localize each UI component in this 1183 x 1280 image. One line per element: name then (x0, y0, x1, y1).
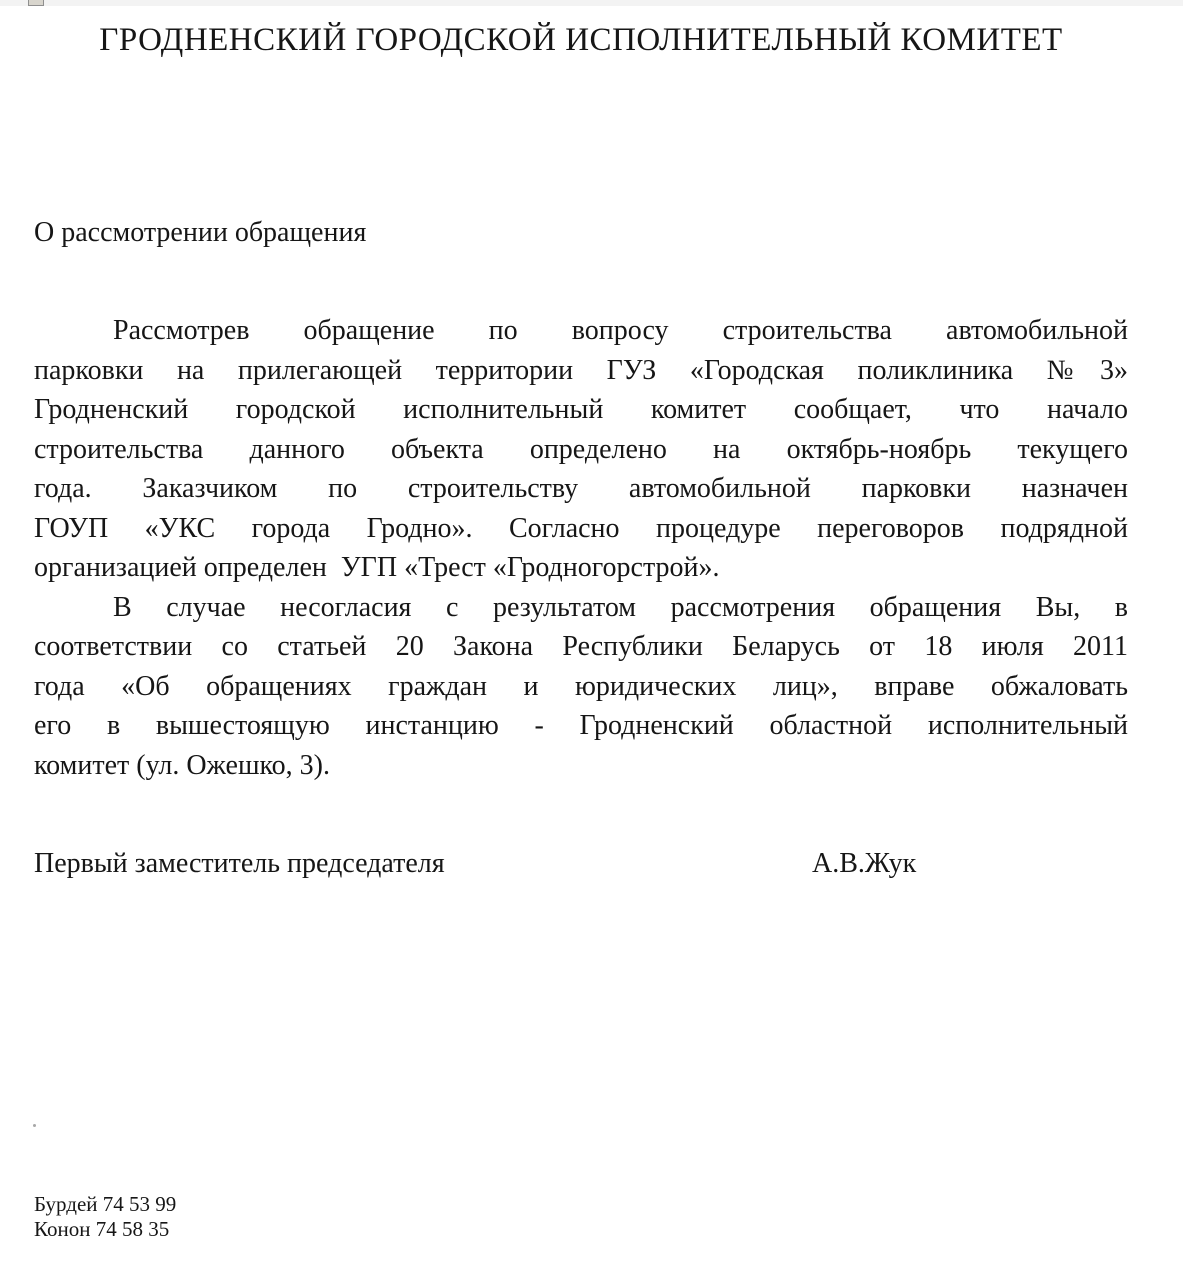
page-speck (33, 1124, 36, 1127)
text-line: строительства данного объекта определено на октябрь-ноябрь текущего (34, 433, 1128, 465)
text-line: Рассмотрев обращение по вопросу строительства автомобильной (113, 315, 1128, 346)
signature-name: А.В.Жук (812, 848, 917, 879)
text-line: года. Заказчиком по строительству автомобильной парковки назначен (34, 473, 1128, 504)
text-line: В случае несогласия с результатом рассмотрения обращения Вы, в (113, 591, 1128, 623)
text-line: парковки на прилегающей территории ГУЗ «Городская поликлиника №3» (34, 354, 1128, 386)
contact-line: Конон 74 58 35 (34, 1217, 170, 1241)
signature-position: Первый заместитель председателя (34, 848, 445, 879)
scrollbar-fragment[interactable] (28, 0, 44, 6)
signature-row (34, 848, 1128, 880)
document-body (34, 311, 1128, 785)
text-line: года «Об обращениях граждан и юридических лиц», вправе обжаловать (34, 670, 1128, 702)
text-line: ГОУП «УКС города Гродно». Согласно процедуре переговоров подрядной (34, 512, 1128, 544)
text-line: организацией определен УГП «Трест «Гродногорстрой». (34, 552, 720, 583)
text-line: комитет (ул. Ожешко, 3). (34, 749, 331, 781)
subject-line: О рассмотрении обращения (34, 217, 367, 248)
text-line: соответствии со статьей 20 Закона Республики Беларусь от 18 июля 2011 (34, 631, 1128, 662)
text-line: его в вышестоящую инстанцию - Гродненский областной исполнительный (34, 710, 1128, 741)
contact-line: Бурдей 74 53 99 (34, 1192, 177, 1216)
top-edge-strip (0, 0, 1183, 6)
paragraph (34, 311, 1128, 588)
footer-contacts (34, 1192, 176, 1242)
document-title: ГРОДНЕНСКИЙ ГОРОДСКОЙ ИСПОЛНИТЕЛЬНЫЙ КОМИТЕТ (99, 22, 1063, 58)
paragraph (34, 588, 1128, 786)
text-line: Гродненский городской исполнительный комитет сообщает, что начало (34, 394, 1128, 425)
